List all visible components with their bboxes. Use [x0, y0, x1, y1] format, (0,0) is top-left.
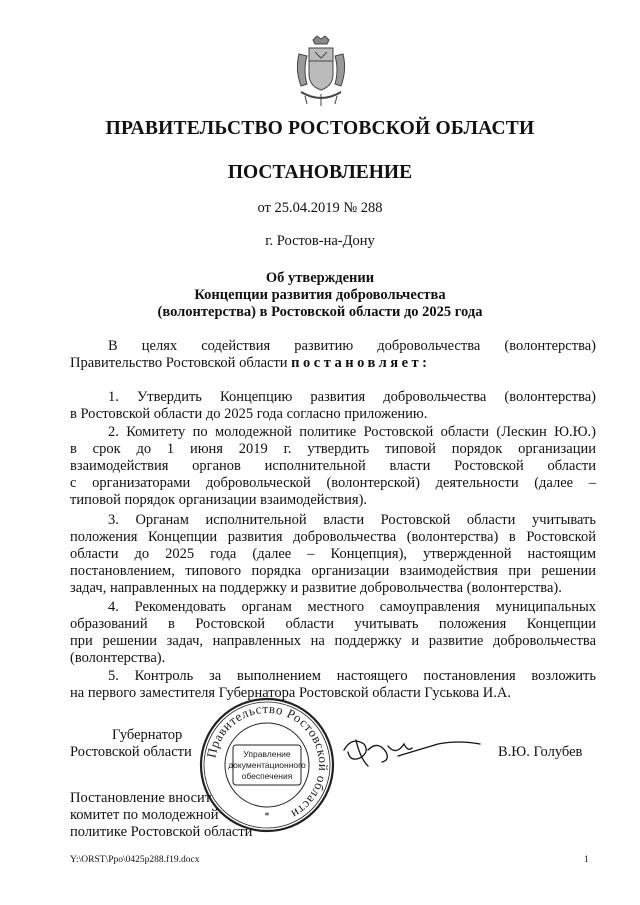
- paragraph-line: задач, направленных на поддержку и развитие добровольчества (волонтерства).: [70, 580, 562, 596]
- paragraph-line: 4. Рекомендовать органам местного самоуправления муниципальных: [108, 599, 596, 615]
- document-date-number: от 25.04.2019 № 288: [257, 200, 383, 216]
- subject-line: Концепции развития добровольчества: [194, 287, 446, 303]
- signatory-name: В.Ю. Голубев: [498, 744, 583, 760]
- item-paragraph-4: [70, 599, 596, 667]
- decree-word: постановляет:: [291, 355, 431, 371]
- footer-note-line: Постановление вносит: [70, 790, 212, 806]
- document-type: ПОСТАНОВЛЕНИЕ: [227, 162, 413, 183]
- paragraph-line: типовой порядок организации взаимодействия).: [70, 492, 368, 508]
- paragraph-line: в срок до 1 июня 2019 г. утвердить типовой порядок организации: [70, 441, 596, 457]
- paragraph-line: [70, 355, 596, 372]
- page-number: 1: [584, 855, 589, 865]
- paragraph-line: (волонтерства).: [70, 650, 166, 666]
- signatory-title: Губернатор: [112, 727, 183, 743]
- document-city: г. Ростов-на-Дону: [265, 233, 375, 249]
- paragraph-line: при решении задач, направленных на поддержку и развитие добровольчества: [70, 633, 596, 649]
- stamp-star-icon: *: [264, 811, 270, 822]
- paragraph-line: образований в Ростовской области учитывать положения Концепции: [70, 616, 596, 632]
- paragraph-line: 2. Комитету по молодежной политике Ростовской области (Лескин Ю.Ю.): [108, 424, 596, 440]
- footer-note-line: комитет по молодежной: [70, 807, 219, 823]
- footer-note-line: политике Ростовской области: [70, 824, 253, 840]
- stamp-outer-text: Правительство Ростовской области: [203, 700, 332, 823]
- coat-of-arms-icon: [291, 34, 351, 108]
- government-title: ПРАВИТЕЛЬСТВО РОСТОВСКОЙ ОБЛАСТИ: [105, 118, 535, 139]
- paragraph-line: взаимодействия органов исполнительной власти Ростовской области: [70, 458, 596, 474]
- paragraph-line: В целях содействия развитию добровольчества (волонтерства): [108, 338, 596, 354]
- paragraph-line: 5. Контроль за выполнением настоящего постановления возложить: [108, 668, 596, 684]
- paragraph-line: 1. Утвердить Концепцию развития добровольчества (волонтерства): [108, 389, 596, 405]
- signatory-region: Ростовской области: [70, 744, 192, 760]
- stamp-inner-line: Управление: [243, 749, 291, 759]
- handwritten-signature: [338, 722, 488, 782]
- paragraph-line: с организаторами добровольческой (волонтерской) деятельности (далее –: [70, 475, 596, 491]
- subject-line: (волонтерства) в Ростовской области до 2025 года: [157, 304, 483, 320]
- item-paragraph-2: [70, 424, 596, 509]
- paragraph-line: области до 2025 года (далее – Концепция), утвержденной настоящим: [70, 546, 596, 562]
- stamp-inner-line: документационного: [228, 760, 306, 770]
- paragraph-line: на первого заместителя Губернатора Ростовской области Гуськова И.А.: [70, 685, 511, 701]
- paragraph-line: постановлением, типового порядка организации взаимодействия при решении: [70, 563, 596, 579]
- item-paragraph-3: [70, 512, 596, 597]
- file-path: Y:\ORST\Ppo\0425p288.f19.docx: [70, 855, 200, 865]
- stamp-inner-line: обеспечения: [241, 771, 293, 781]
- item-paragraph-1: [70, 389, 596, 423]
- paragraph-line: в Ростовской области до 2025 года согласно приложению.: [70, 406, 428, 422]
- intro-paragraph: [70, 338, 596, 372]
- paragraph-line: 3. Органам исполнительной власти Ростовской области учитывать: [108, 512, 596, 528]
- subject-line: Об утверждении: [265, 270, 375, 286]
- footer-note: [70, 790, 252, 841]
- paragraph-line: положения Концепции развития добровольчества (волонтерства) в Ростовской: [70, 529, 596, 545]
- intro-text: Правительство Ростовской области: [70, 355, 292, 371]
